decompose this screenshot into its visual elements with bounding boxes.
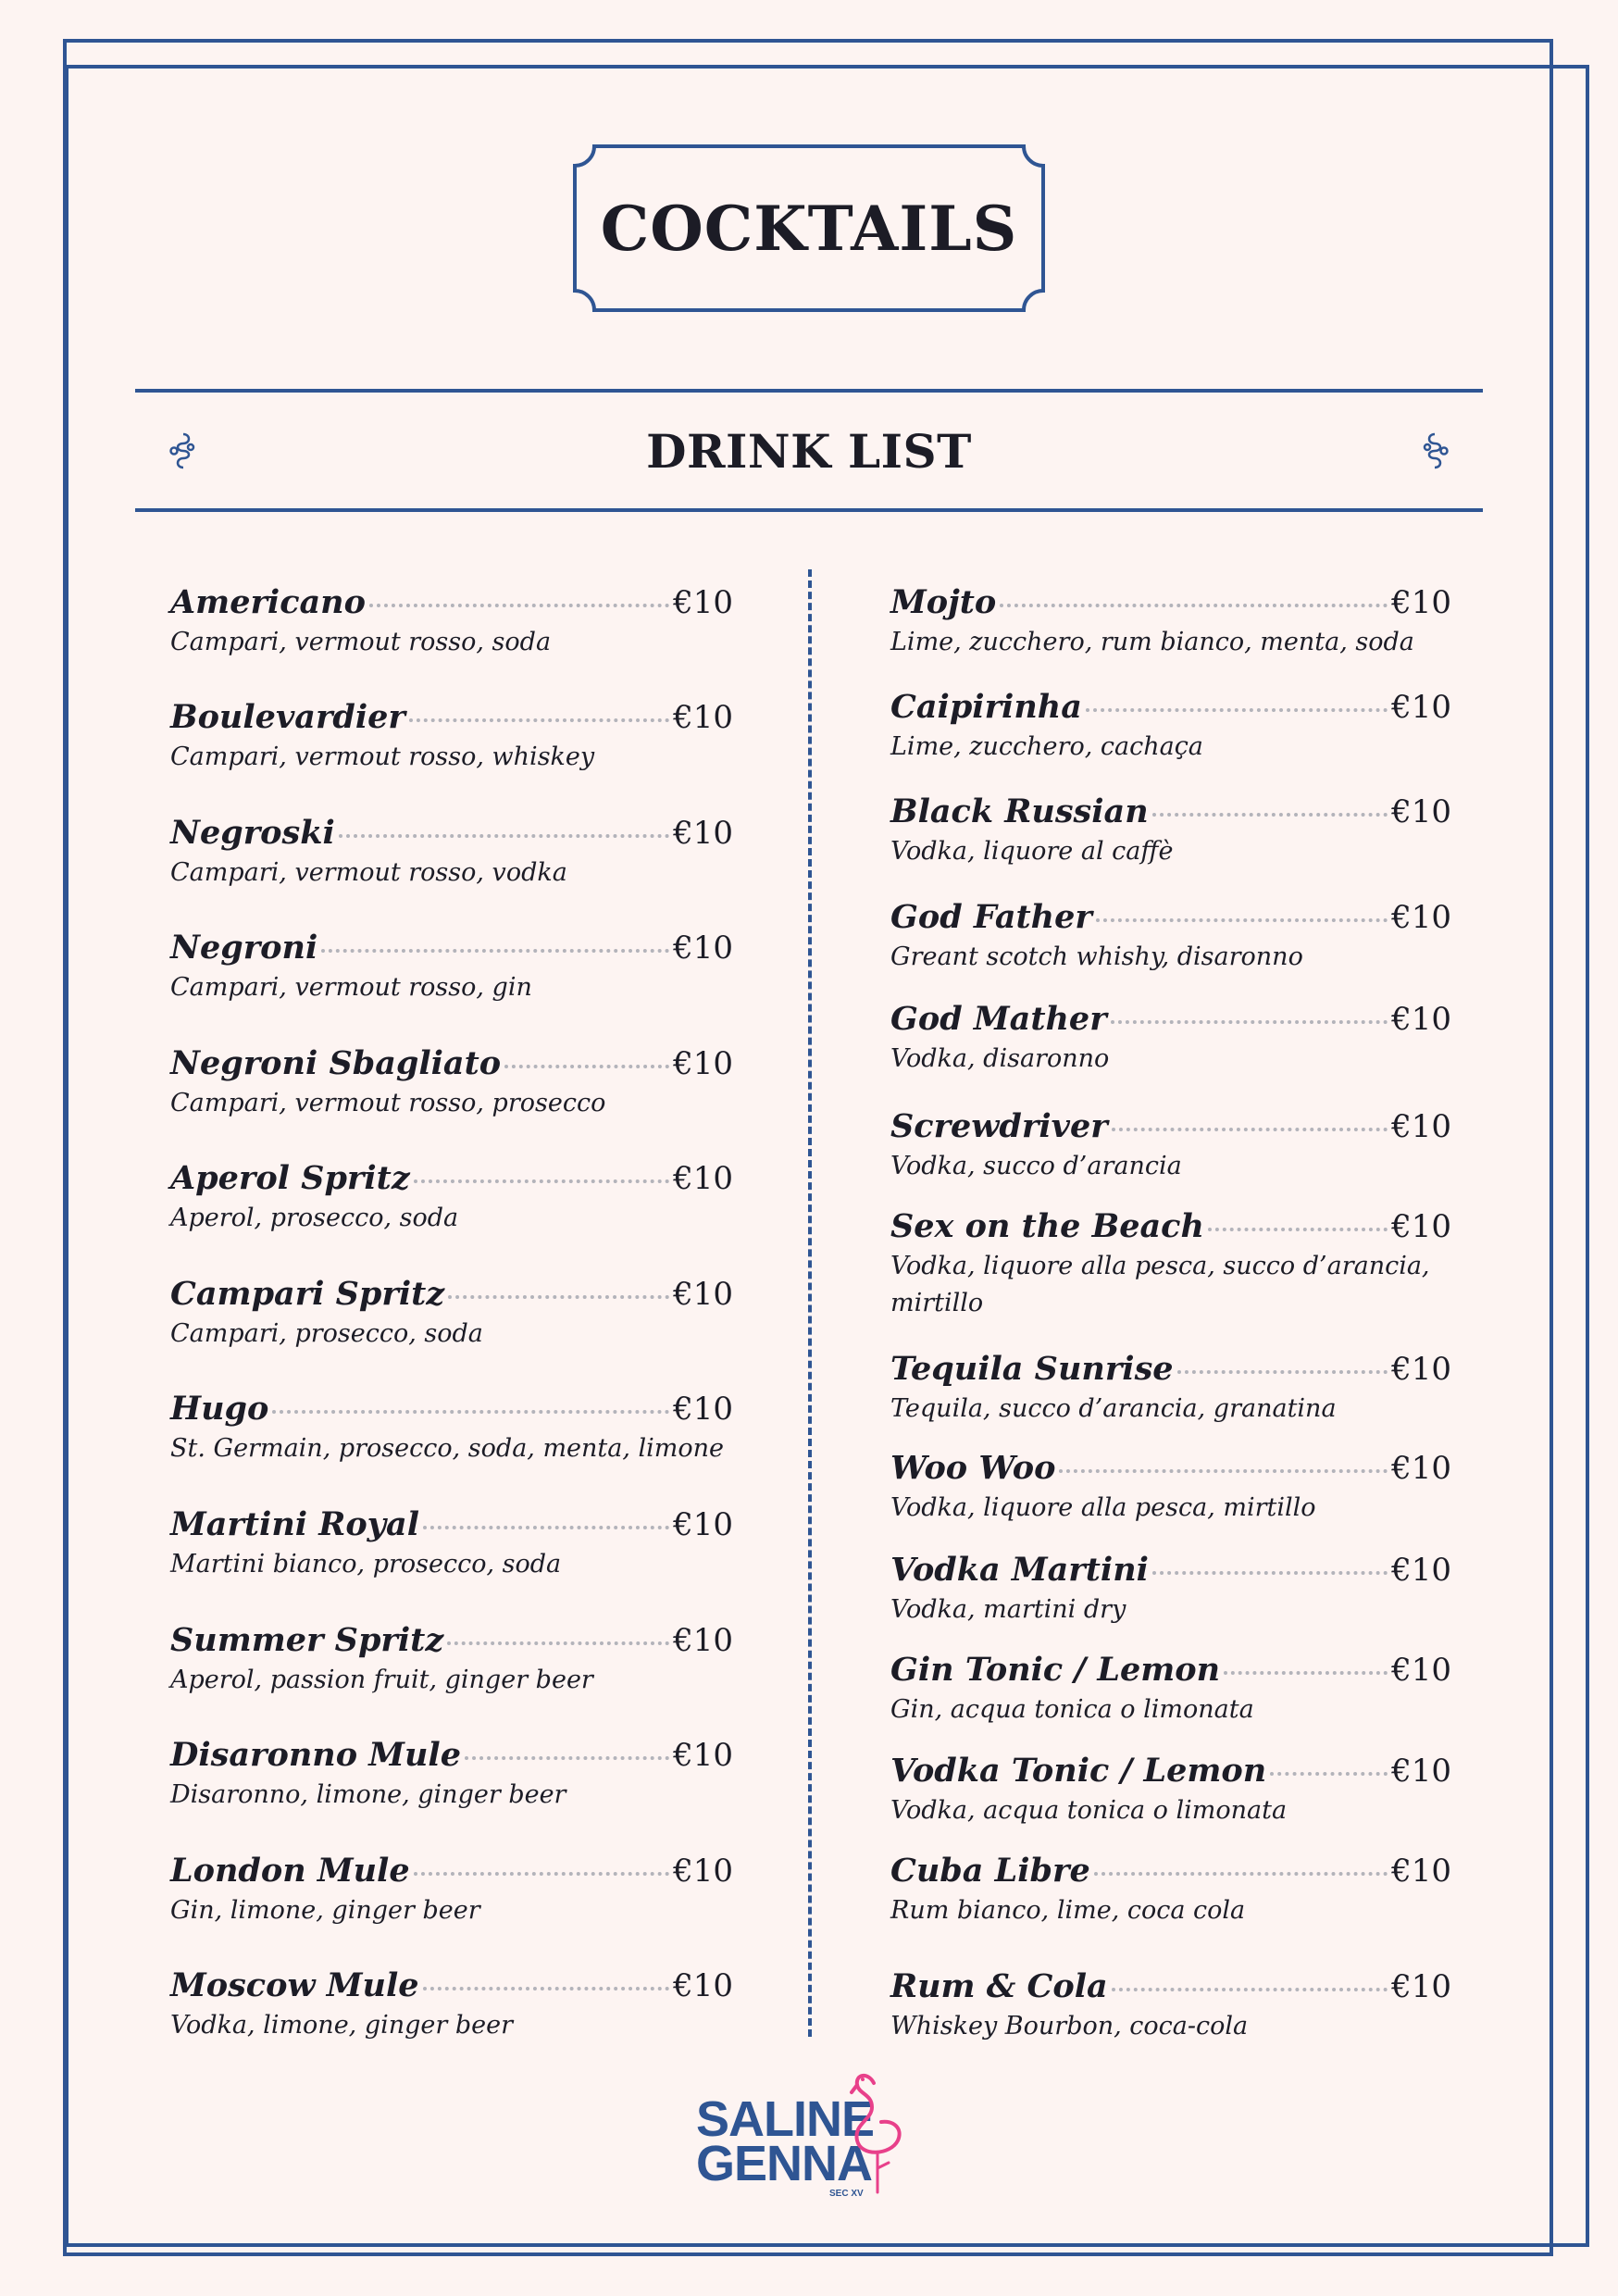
menu-item [890, 1850, 1451, 1929]
menu-item-description: Campari, vermout rosso, soda [170, 628, 552, 656]
menu-item [170, 1965, 733, 2044]
logo-line2: GENNA [696, 2136, 873, 2191]
menu-item-name: Sex on the Beach [890, 1207, 1204, 1245]
menu-item [890, 1105, 1451, 1185]
menu-item-price: €10 [1391, 1450, 1451, 1487]
menu-item-leader-dots [1270, 1772, 1388, 1776]
menu-item-name: Tequila Sunrise [890, 1350, 1174, 1388]
menu-item-line [170, 1042, 733, 1085]
menu-item-leader-dots [1112, 1128, 1388, 1131]
menu-item-price: €10 [1391, 1652, 1451, 1689]
menu-item-line [170, 1504, 733, 1546]
menu-item [170, 696, 733, 776]
menu-item-leader-dots [1152, 813, 1388, 817]
menu-item-price: €10 [1391, 1968, 1451, 2005]
menu-item-name: Negroni [170, 929, 318, 967]
menu-item-name: Americano [170, 583, 366, 621]
menu-item-name: Negroni Sbagliato [170, 1044, 502, 1082]
menu-item-line [170, 1619, 733, 1662]
menu-item-price: €10 [673, 1853, 733, 1890]
menu-item-line [890, 581, 1451, 624]
menu-item-name: Mojto [890, 583, 997, 621]
menu-item-leader-dots [1111, 1020, 1388, 1024]
menu-item-price: €10 [1391, 1001, 1451, 1038]
menu-item-price: €10 [673, 1506, 733, 1543]
menu-item-name: Aperol Spritz [170, 1159, 410, 1197]
menu-item [170, 927, 733, 1006]
menu-item [890, 1205, 1451, 1322]
menu-item-leader-dots [1059, 1469, 1388, 1473]
menu-item-line [170, 927, 733, 969]
menu-item-line [170, 812, 733, 855]
menu-item-price: €10 [673, 815, 733, 852]
menu-item-description: Vodka, disaronno [890, 1044, 1110, 1073]
menu-item-line [890, 998, 1451, 1041]
menu-item-description: Disaronno, limone, ginger beer [170, 1780, 566, 1809]
menu-item-description: Tequila, succo d’arancia, granatina [890, 1394, 1337, 1423]
menu-item [890, 1750, 1451, 1829]
menu-item-description: Gin, acqua tonica o limonata [890, 1695, 1254, 1724]
menu-item-name: Summer Spritz [170, 1621, 444, 1659]
menu-item-description: Campari, prosecco, soda [170, 1319, 483, 1348]
menu-item-description: Vodka, succo d’arancia [890, 1152, 1182, 1180]
menu-item-price: €10 [673, 1045, 733, 1082]
menu-item [170, 581, 733, 661]
menu-item-price: €10 [1391, 584, 1451, 621]
flamingo-icon [844, 2070, 918, 2200]
menu-item-description: Aperol, passion fruit, ginger beer [170, 1666, 593, 1694]
menu-item-price: €10 [1391, 1108, 1451, 1145]
menu-item-description: Campari, vermout rosso, vodka [170, 858, 567, 887]
menu-item-leader-dots [414, 1179, 669, 1183]
header-rule-bottom [135, 508, 1483, 512]
menu-item-name: Black Russian [890, 792, 1149, 830]
menu-item-name: Caipirinha [890, 688, 1082, 726]
menu-item [170, 1734, 733, 1814]
menu-item-price: €10 [673, 930, 733, 967]
menu-item-line [170, 1734, 733, 1777]
menu-item-leader-dots [1112, 1988, 1388, 1991]
flourish-right-icon [1420, 430, 1453, 471]
menu-item [890, 581, 1451, 661]
menu-item-leader-dots [448, 1295, 669, 1299]
menu-item-description: Campari, vermout rosso, whiskey [170, 742, 595, 771]
menu-item-leader-dots [1208, 1228, 1388, 1231]
menu-item-description: Greant scotch whishy, disaronno [890, 942, 1303, 971]
menu-item-price: €10 [673, 699, 733, 736]
menu-item [170, 1619, 733, 1699]
menu-item-description: Campari, vermout rosso, gin [170, 973, 532, 1002]
menu-item [890, 896, 1451, 976]
menu-item-name: Rum & Cola [890, 1967, 1108, 2005]
menu-item-description: Vodka, liquore alla pesca, succo d’arancia, mirtillo [890, 1252, 1430, 1317]
menu-item-leader-dots [423, 1526, 669, 1529]
menu-item-price: €10 [673, 1737, 733, 1774]
menu-item-name: Hugo [170, 1390, 269, 1428]
menu-item [890, 686, 1451, 766]
menu-item [170, 812, 733, 892]
menu-item-price: €10 [673, 1622, 733, 1659]
menu-item [890, 1447, 1451, 1527]
menu-item-name: Vodka Martini [890, 1551, 1149, 1589]
menu-item-leader-dots [504, 1065, 669, 1068]
menu-item-price: €10 [1391, 1853, 1451, 1890]
menu-item-name: Screwdriver [890, 1107, 1108, 1145]
menu-item-leader-dots [321, 949, 669, 953]
menu-item-line [890, 1750, 1451, 1792]
menu-item-description: Gin, limone, ginger beer [170, 1896, 480, 1925]
menu-item-name: God Mather [890, 1000, 1107, 1038]
logo-tagline: SEC XV [829, 2189, 864, 2199]
menu-item-leader-dots [1096, 918, 1388, 922]
column-divider [808, 569, 812, 2037]
menu-item [170, 1273, 733, 1353]
menu-item-description: Rum bianco, lime, coca cola [890, 1896, 1246, 1925]
menu-item-description: Martini bianco, prosecco, soda [170, 1550, 562, 1578]
menu-item-description: Vodka, liquore al caffè [890, 837, 1174, 866]
menu-item-leader-dots [414, 1872, 669, 1876]
menu-item-line [890, 1649, 1451, 1691]
menu-item [890, 1549, 1451, 1628]
page-title: COCKTAILS [600, 192, 1018, 265]
menu-item-name: Moscow Mule [170, 1966, 419, 2004]
menu-item [890, 1649, 1451, 1728]
section-title: DRINK LIST [646, 424, 972, 479]
menu-item [890, 998, 1451, 1078]
menu-item-price: €10 [1391, 793, 1451, 830]
menu-item-line [890, 896, 1451, 939]
menu-item-leader-dots [339, 834, 669, 838]
menu-item-line [890, 1447, 1451, 1490]
menu-item [170, 1504, 733, 1583]
menu-item-price: €10 [1391, 1208, 1451, 1245]
menu-item-line [170, 1388, 733, 1430]
menu-item-price: €10 [1391, 689, 1451, 726]
header-rule-top [135, 389, 1483, 393]
menu-item-description: Campari, vermout rosso, prosecco [170, 1089, 606, 1117]
menu-item [170, 1850, 733, 1929]
menu-item-description: Lime, zucchero, cachaça [890, 732, 1203, 761]
menu-item [170, 1157, 733, 1237]
menu-item-price: €10 [673, 1160, 733, 1197]
menu-item-price: €10 [1391, 1753, 1451, 1790]
menu-item [170, 1042, 733, 1122]
menu-item-leader-dots [465, 1756, 669, 1760]
menu-item-price: €10 [673, 1391, 733, 1428]
menu-item-leader-dots [423, 1987, 670, 1990]
menu-item-price: €10 [673, 1967, 733, 2004]
menu-item-leader-dots [1177, 1370, 1388, 1374]
menu-item-name: Boulevardier [170, 698, 405, 736]
menu-item-leader-dots [409, 718, 669, 722]
menu-item-line [170, 581, 733, 624]
menu-item-line [170, 1273, 733, 1316]
menu-item-description: Aperol, prosecco, soda [170, 1204, 459, 1232]
menu-item-line [890, 1205, 1451, 1248]
menu-item-name: Cuba Libre [890, 1852, 1090, 1890]
logo-line1: SALINE [696, 2091, 875, 2147]
menu-item-price: €10 [1391, 1351, 1451, 1388]
menu-item-leader-dots [1152, 1571, 1388, 1575]
menu-item-leader-dots [1086, 708, 1388, 712]
menu-item-name: God Father [890, 898, 1092, 936]
menu-item-name: Disaronno Mule [170, 1736, 461, 1774]
menu-item-leader-dots [1000, 604, 1388, 607]
menu-item-name: Woo Woo [890, 1449, 1056, 1487]
menu-item-name: Campari Spritz [170, 1275, 445, 1313]
menu-item-name: Vodka Tonic / Lemon [890, 1752, 1267, 1790]
menu-item-price: €10 [1391, 899, 1451, 936]
logo [696, 2070, 927, 2200]
menu-item-line [170, 1157, 733, 1200]
menu-item-line [890, 686, 1451, 729]
menu-item-line [890, 1850, 1451, 1892]
menu-item-name: Martini Royal [170, 1505, 419, 1543]
menu-item-description: Vodka, martini dry [890, 1595, 1126, 1624]
menu-item [890, 1348, 1451, 1428]
menu-item [890, 791, 1451, 870]
menu-item-line [890, 1348, 1451, 1391]
menu-item-description: Lime, zucchero, rum bianco, menta, soda [890, 628, 1414, 656]
menu-item-line [170, 1965, 733, 2007]
menu-item-price: €10 [673, 1276, 733, 1313]
menu-item-description: Vodka, liquore alla pesca, mirtillo [890, 1493, 1316, 1522]
menu-item-line [890, 1965, 1451, 2008]
menu-item-line [170, 1850, 733, 1892]
menu-item-name: Negroski [170, 814, 335, 852]
menu-item-price: €10 [673, 584, 733, 621]
menu-item [170, 1388, 733, 1467]
menu-item-line [170, 696, 733, 739]
menu-item-name: London Mule [170, 1852, 410, 1890]
menu-item-line [890, 1105, 1451, 1148]
menu-item-description: Vodka, limone, ginger beer [170, 2011, 514, 2040]
menu-item-price: €10 [1391, 1552, 1451, 1589]
menu-item-line [890, 1549, 1451, 1591]
menu-item-description: St. Germain, prosecco, soda, menta, limone [170, 1434, 725, 1463]
menu-item-leader-dots [447, 1641, 669, 1645]
menu-item-description: Whiskey Bourbon, coca-cola [890, 2012, 1249, 2040]
menu-item-leader-dots [1224, 1671, 1388, 1675]
title-box [572, 144, 1046, 313]
menu-item-leader-dots [1094, 1872, 1388, 1876]
menu-item-name: Gin Tonic / Lemon [890, 1651, 1221, 1689]
menu-item-leader-dots [272, 1410, 669, 1414]
menu-item-leader-dots [369, 604, 669, 607]
menu-item-line [890, 791, 1451, 833]
menu-item-description: Vodka, acqua tonica o limonata [890, 1796, 1288, 1825]
menu-item [890, 1965, 1451, 2045]
